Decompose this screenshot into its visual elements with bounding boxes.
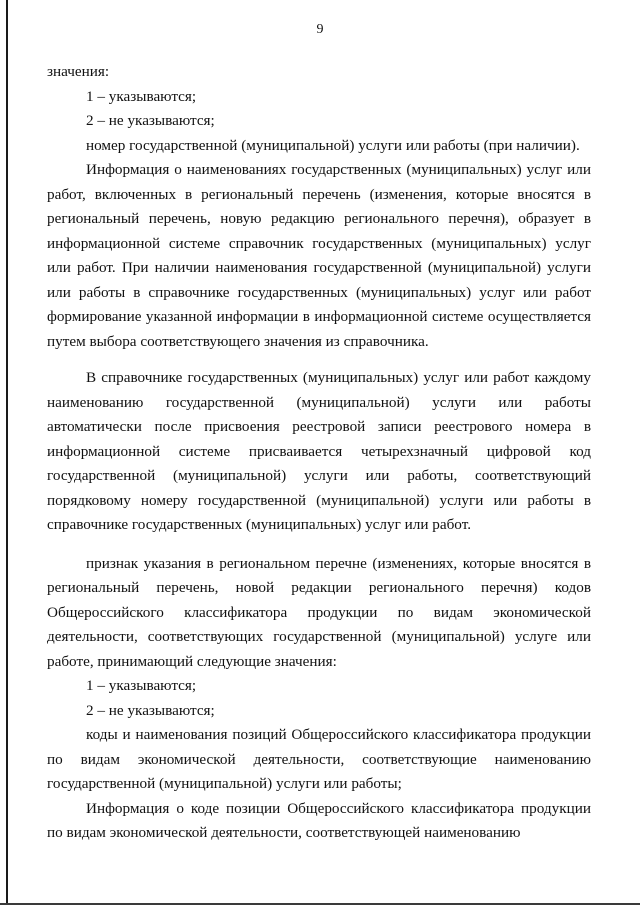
list-item: 1 – указываются; xyxy=(86,677,197,694)
paragraph: значения: xyxy=(47,63,110,80)
paragraph: В справочнике государственных (муниципальных) услуг или работ каждому наименованию государственной (муниципальной) услуги или работы автоматически после присвоения реестровой записи реестрового номера в информационной системе присваивается четырехзначный цифровой код государственной (муниципальной) услуги или работы, соответствующий порядковому номеру государственной (муниципальной) услуги или работы в справочнике государственных (муниципальных) услуг или работ. xyxy=(47,369,591,533)
paragraph: номер государственной (муниципальной) услуги или работы (при наличии). xyxy=(86,136,580,154)
paragraph: Информация о коде позиции Общероссийского классификатора продукции по видам экономической деятельности, соответствующей наименованию xyxy=(47,799,591,841)
paragraph: признак указания в региональном перечне (изменениях, которые вносятся в региональный перечень, новой редакции регионального перечня) кодов Общероссийского классификатора продукции по видам экономической деятельности, соответствующих государственной (муниципальной) услуге или работе, принимающий следующие значения: xyxy=(47,554,591,670)
paragraph: Информация о наименованиях государственных (муниципальных) услуг или работ, включенных в региональный перечень (изменения, которые вносятся в региональный перечень, новую редакцию регионального перечня), образует в информационной системе справочник государственных (муниципальных) услуг или работ. При наличии наименования государственной (муниципальной) услуги или работы в справочнике государственных (муниципальных) услуг или работ формирование указанной информации в информационной системе осуществляется путем выбора соответствующего значения из справочника. xyxy=(47,161,591,350)
list-item: 1 – указываются; xyxy=(86,87,197,105)
paragraph: коды и наименования позиций Общероссийского классификатора продукции по видам экономической деятельности, соответствующие наименованию государственной (муниципальной) услуги или работы; xyxy=(47,726,591,792)
list-item: 2 – не указываются; xyxy=(86,112,215,129)
list-item: 2 – не указываются; xyxy=(86,701,215,719)
page-number: 9 xyxy=(316,22,324,37)
scan-left-border xyxy=(6,0,8,905)
document-body xyxy=(47,60,591,846)
